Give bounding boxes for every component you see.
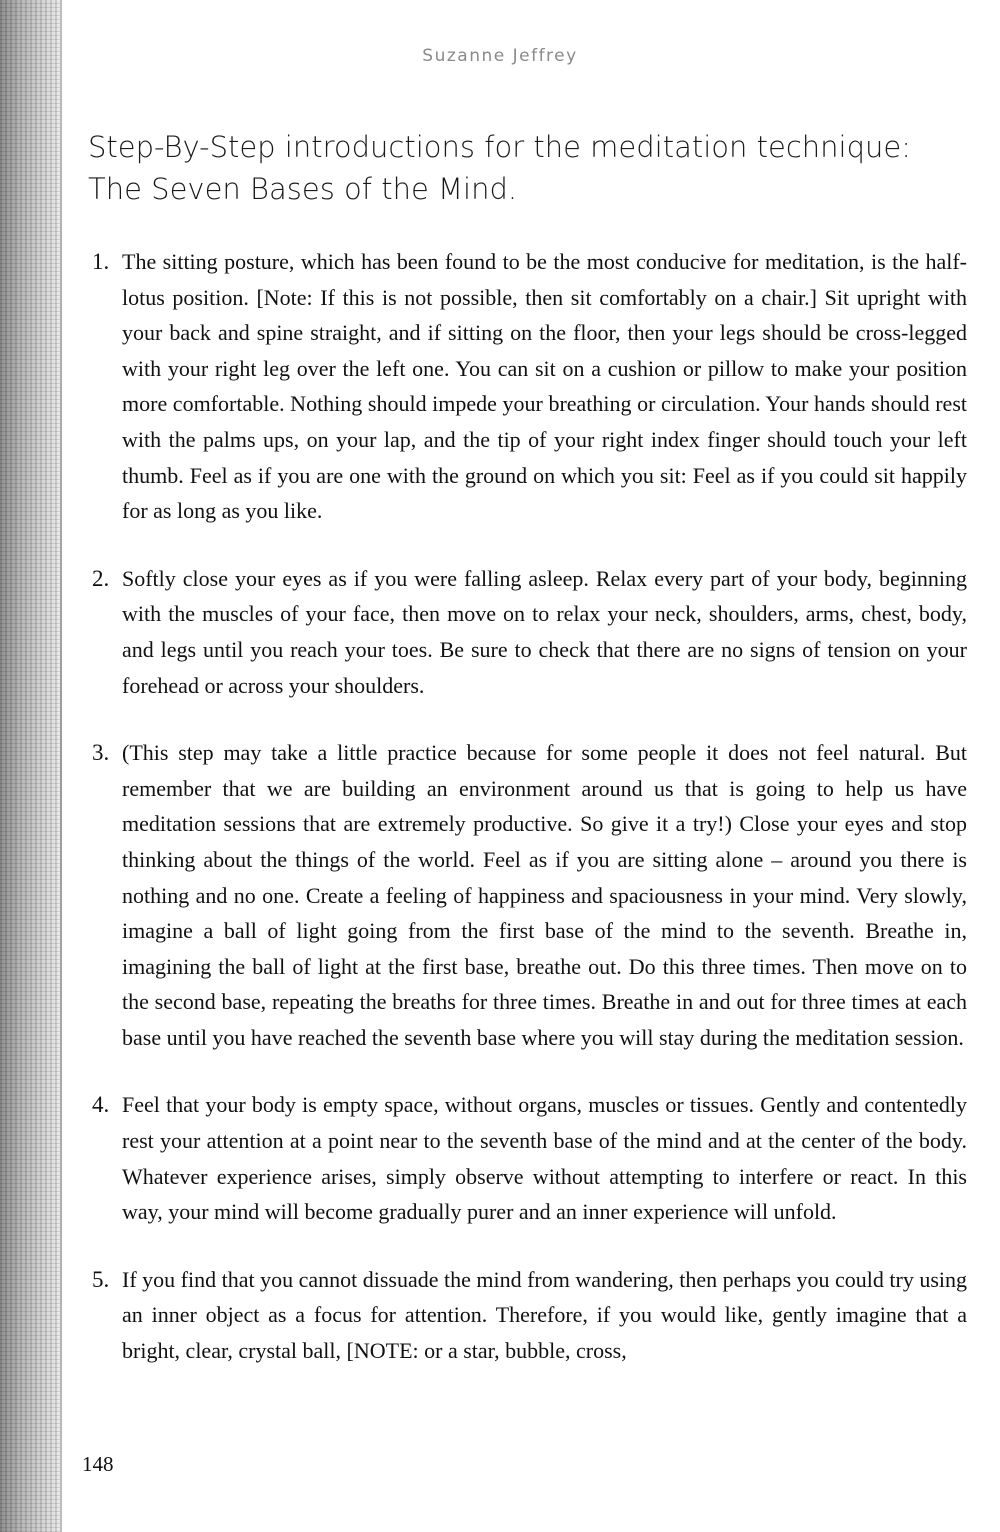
running-head: Suzanne Jeffrey: [422, 46, 578, 66]
step-number: 2.: [92, 565, 110, 591]
step-number: 4.: [92, 1092, 110, 1118]
book-spine-shadow: [0, 0, 62, 1532]
step-text: Feel that your body is empty space, without organs, muscles or tissues. Gently and contentedly rest your attention at a point near to the seventh base of the mind and at the center of the body. Whatever experience arises, simply observe without attempting to interfere or react. In this way, your mind will become gradually purer and an inner experience will unfold.: [122, 1092, 967, 1225]
step-number: 1.: [92, 249, 110, 274]
step-number: 5.: [92, 1266, 110, 1292]
page-gutter-edge: [60, 0, 62, 1532]
page-number: 148: [82, 1452, 114, 1476]
step-text: If you find that you cannot dissuade the mind from wandering, then perhaps you could try using an inner object as a focus for attention. Therefore, if you would like, gently imagine that a bright, clear, crystal ball, [NOTE: or a star, bubble, cross,: [122, 1266, 967, 1364]
step-2: [92, 561, 967, 703]
step-text: Softly close your eyes as if you were falling asleep. Relax every part of your body, beginning with the muscles of your face, then move on to relax your neck, shoulders, arms, chest, body, and legs until you reach your toes. Be sure to check that there are no signs of tension on your forehead or across your shoulders.: [122, 565, 967, 698]
step-4: [92, 1087, 967, 1229]
section-title: [88, 126, 968, 210]
step-text: (This step may take a little practice because for some people it does not feel natural. But remember that we are building an environment around us that is going to help us have meditation sessions that are extremely productive. So give it a try!) Close your eyes and stop thinking about the things of the world. Feel as if you are sitting alone – around you there is nothing and no one. Create a feeling of happiness and spaciousness in your mind. Very slowly, imagine a ball of light going from the first base of the mind to the seventh. Breathe in, imagining the ball of light at the first base, breathe out. Do this three times. Then move on to the second base, repeating the breaths for three times. Breathe in and out for three times at each base until you have reached the seventh base where you will stay during the meditation session.: [122, 740, 967, 1050]
step-5: [92, 1262, 967, 1369]
section-title-line-1: Step-By-Step introductions for the meditation technique:: [88, 130, 912, 164]
step-1: [92, 244, 967, 529]
section-title-line-2: The Seven Bases of the Mind.: [88, 172, 518, 206]
meditation-steps-list: [92, 244, 967, 1401]
step-text: The sitting posture, which has been found to be the most conducive for meditation, is the half-lotus position. [Note: If this is not possible, then sit comfortably on a chair.] Sit upright with your back and spine straight, and if sitting on the floor, then your legs should be cross-legged with your right leg over the left one. You can sit on a cushion or pillow to make your position more comfortable. Nothing should impede your breathing or circulation. Your hands should rest with the palms ups, on your lap, and the tip of your right index finger should touch your left thumb. Feel as if you are one with the ground on which you sit: Feel as if you could sit happily for as long as you like.: [122, 249, 967, 524]
step-number: 3.: [92, 740, 110, 766]
step-3: [92, 735, 967, 1055]
